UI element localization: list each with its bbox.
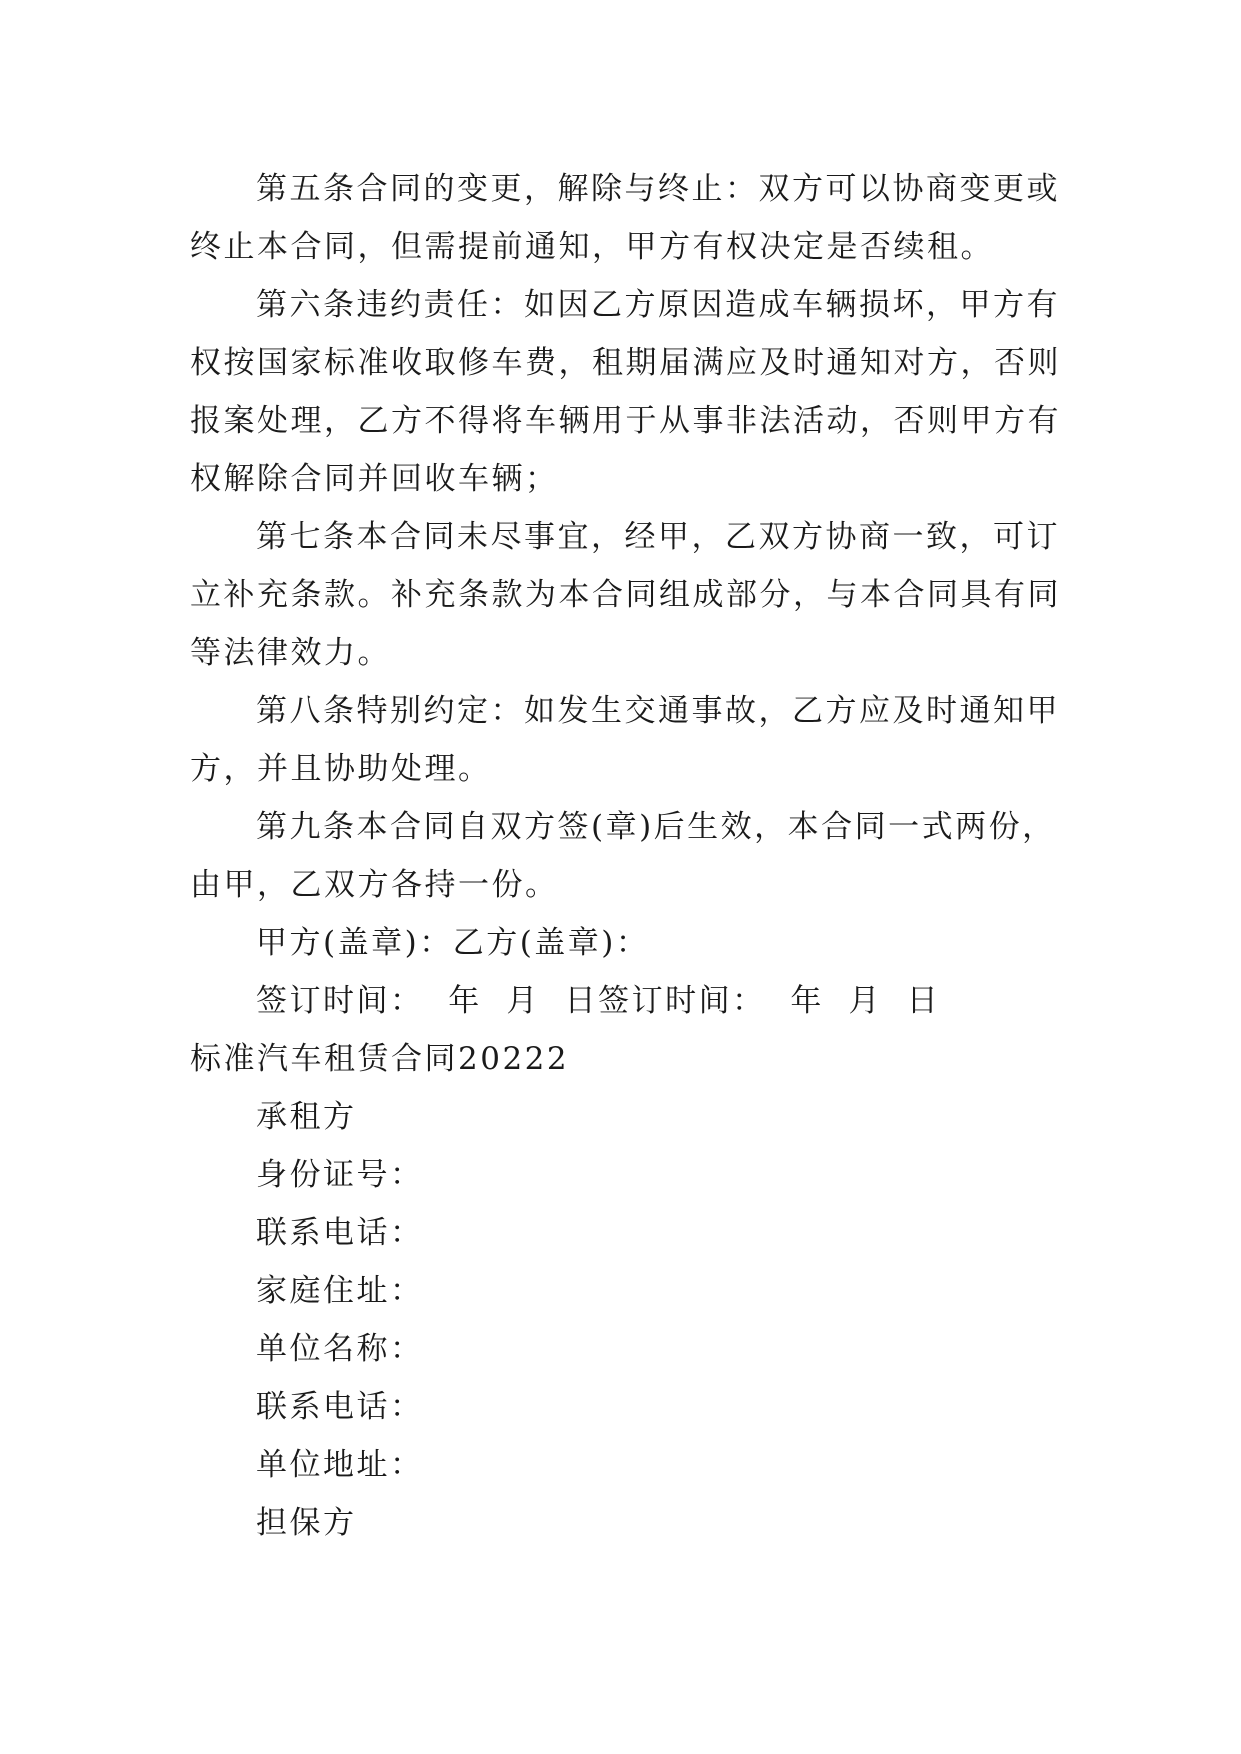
article-8 [190,682,1060,798]
article-5 [190,160,1060,276]
party-fields [190,1088,1060,1552]
field-id-number: 身份证号： [256,1157,424,1193]
article-7 [190,508,1060,682]
field-employer-address: 单位地址： [256,1447,424,1483]
article-5-line-2: 终止本合同，但需提前通知，甲方有权决定是否续租。 [190,229,994,265]
seal-line: 甲方(盖章)：乙方(盖章)： [256,925,650,961]
article-6-line-2: 权按国家标准收取修车费，租期届满应及时通知对方，否则 [190,345,1061,381]
article-7-line-2: 立补充条款。补充条款为本合同组成部分，与本合同具有同 [190,577,1061,613]
field-guarantor: 担保方 [256,1505,357,1541]
article-7-line-1: 第七条本合同未尽事宜，经甲，乙双方协商一致，可订 [256,519,1060,555]
field-lessee: 承租方 [256,1099,357,1135]
article-9-line-2: 由甲，乙双方各持一份。 [190,867,559,903]
field-phone: 联系电话： [256,1215,424,1251]
field-employer-name: 单位名称： [256,1331,424,1367]
article-9-line-1: 第九条本合同自双方签(章)后生效，本合同一式两份， [256,809,1056,845]
article-6 [190,276,1060,508]
article-6-line-1: 第六条违约责任：如因乙方原因造成车辆损坏，甲方有 [256,287,1060,323]
article-6-line-4: 权解除合同并回收车辆； [190,461,559,497]
signing-date-line: 签订时间： 年 月 日签订时间： 年 月 日 [256,983,941,1019]
article-6-line-3: 报案处理，乙方不得将车辆用于从事非法活动，否则甲方有 [190,403,1061,439]
article-8-line-1: 第八条特别约定：如发生交通事故，乙方应及时通知甲 [256,693,1060,729]
article-7-line-3: 等法律效力。 [190,635,391,671]
field-employer-phone: 联系电话： [256,1389,424,1425]
article-5-line-1: 第五条合同的变更，解除与终止：双方可以协商变更或 [256,171,1060,207]
contract-title: 标准汽车租赁合同20222 [190,1041,570,1077]
field-home-address: 家庭住址： [256,1273,424,1309]
article-8-line-2: 方，并且协助处理。 [190,751,492,787]
document-body [190,160,1060,1552]
article-9 [190,798,1060,914]
